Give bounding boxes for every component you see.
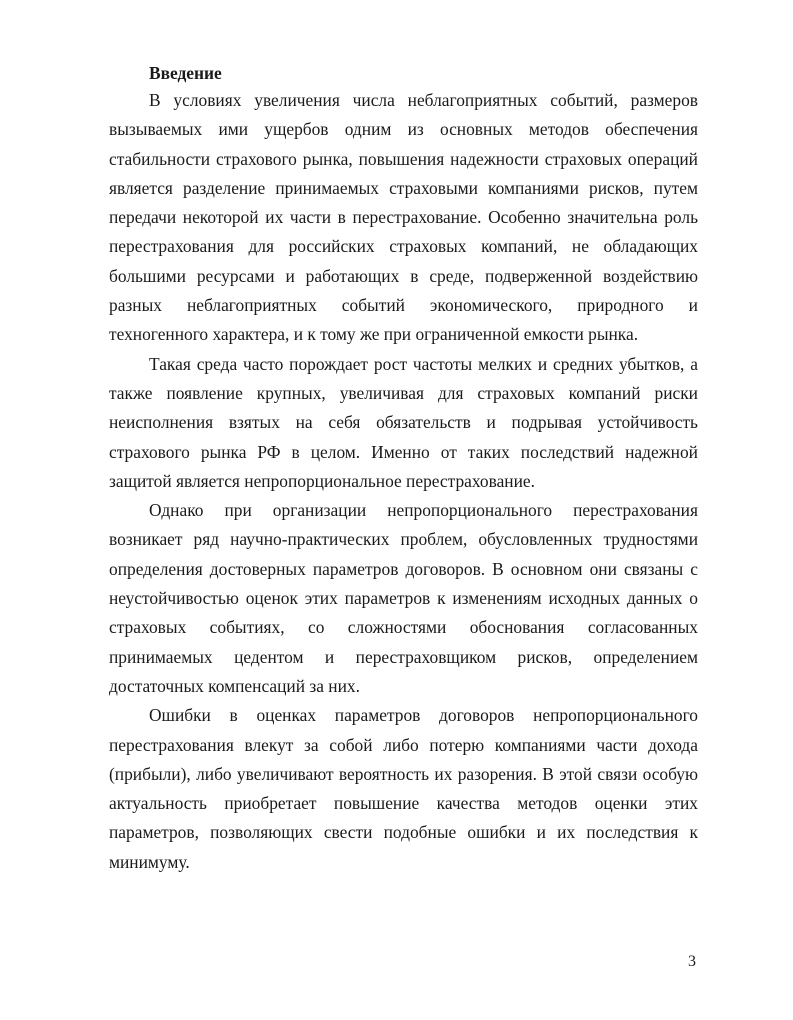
paragraph-2: Такая среда часто порождает рост частоты мелких и средних убытков, а также появление крупных, увеличивая для страховых компаний риски неисполнения взятых на себя обязательств и подрывая устойчивость страхового рынка РФ в целом. Именно от таких последствий надежной защитой является непропорциональное перестрахование. bbox=[109, 353, 698, 491]
paragraph-1: В условиях увеличения числа неблагоприятных событий, размеров вызываемых ими ущербов одним из основных методов обеспечения стабильности страхового рынка, повышения надежности страховых операций является разделение принимаемых страховыми компаниями рисков, путем передачи некоторой их части в перестрахование. Особенно значительна роль перестрахования для российских страховых компаний, не обладающих большими ресурсами и работающих в среде, подверженной воздействию разных неблагоприятных событий экономического, природного и техногенного характера, и к тому же при ограниченной емкости рынка. bbox=[109, 90, 698, 345]
page-content bbox=[109, 60, 698, 877]
paragraph-4: Ошибки в оценках параметров договоров непропорционального перестрахования влекут за собой либо потерю компаниями части дохода (прибыли), либо увеличивают вероятность их разорения. В этой связи особую актуальность приобретает повышение качества методов оценки этих параметров, позволяющих свести подобные ошибки и их последствия к минимуму. bbox=[109, 705, 698, 872]
page-number: 3 bbox=[688, 953, 696, 970]
section-heading: Введение bbox=[149, 63, 222, 83]
paragraph-3: Однако при организации непропорционального перестрахования возникает ряд научно-практических проблем, обусловленных трудностями определения достоверных параметров договоров. В основном они связаны с неустойчивостью оценок этих параметров к изменениям исходных данных о страховых событиях, со сложностями обоснования согласованных принимаемых цедентом и перестраховщиком рисков, определением достаточных компенсаций за них. bbox=[109, 500, 698, 696]
